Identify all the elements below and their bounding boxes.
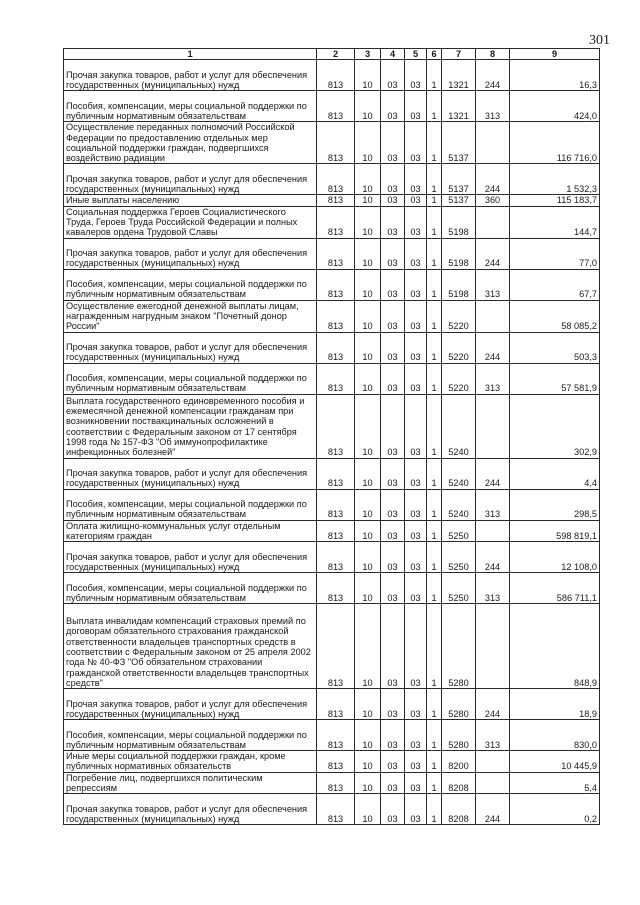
amount-cell: 116 716,0 xyxy=(510,122,600,164)
section-cell: 10 xyxy=(355,195,381,206)
table-row xyxy=(64,300,600,332)
item-name-cell: Прочая закупка товаров, работ и услуг для обеспечения государственных (муниципальных) нужд xyxy=(64,794,317,825)
expense-type-cell: 244 xyxy=(476,689,510,720)
program-cell: 03 xyxy=(405,195,427,206)
program-cell: 03 xyxy=(405,60,427,91)
admin-code-cell: 813 xyxy=(317,689,355,720)
item-name-cell: Пособия, компенсации, меры социальной поддержки по публичным нормативным обязательствам xyxy=(64,573,317,604)
expense-type-cell: 313 xyxy=(476,91,510,122)
target-article-cell: 8208 xyxy=(442,772,476,794)
target-article-cell: 5220 xyxy=(442,300,476,332)
subprogram-cell: 1 xyxy=(427,720,442,751)
expense-type-cell: 313 xyxy=(476,573,510,604)
table-body xyxy=(64,60,600,825)
subsection-cell: 03 xyxy=(381,573,405,604)
table-row xyxy=(64,238,600,269)
subprogram-cell: 1 xyxy=(427,60,442,91)
target-article-cell: 5280 xyxy=(442,720,476,751)
target-article-cell: 5240 xyxy=(442,458,476,489)
admin-code-cell: 813 xyxy=(317,604,355,689)
budget-table xyxy=(63,48,600,825)
program-cell: 03 xyxy=(405,363,427,394)
expense-type-cell xyxy=(476,604,510,689)
subprogram-cell: 1 xyxy=(427,206,442,238)
table-row xyxy=(64,363,600,394)
subprogram-cell: 1 xyxy=(427,604,442,689)
amount-cell: 848,9 xyxy=(510,604,600,689)
subprogram-cell: 1 xyxy=(427,573,442,604)
amount-cell: 503,3 xyxy=(510,332,600,363)
section-cell: 10 xyxy=(355,689,381,720)
expense-type-cell xyxy=(476,300,510,332)
amount-cell: 115 183,7 xyxy=(510,195,600,206)
item-name-cell: Погребение лиц, подвергшихся политическим репрессиям xyxy=(64,772,317,794)
table-row xyxy=(64,772,600,794)
subprogram-cell: 1 xyxy=(427,689,442,720)
item-name-cell: Прочая закупка товаров, работ и услуг для обеспечения государственных (муниципальных) нужд xyxy=(64,542,317,573)
subsection-cell: 03 xyxy=(381,520,405,542)
target-article-cell: 5220 xyxy=(442,363,476,394)
subsection-cell: 03 xyxy=(381,206,405,238)
amount-cell: 4,4 xyxy=(510,458,600,489)
expense-type-cell: 244 xyxy=(476,164,510,195)
subsection-cell: 03 xyxy=(381,363,405,394)
amount-cell: 77,0 xyxy=(510,238,600,269)
subsection-cell: 03 xyxy=(381,720,405,751)
admin-code-cell: 813 xyxy=(317,751,355,773)
expense-type-cell: 360 xyxy=(476,195,510,206)
subsection-cell: 03 xyxy=(381,772,405,794)
admin-code-cell: 813 xyxy=(317,720,355,751)
table-row xyxy=(64,91,600,122)
program-cell: 03 xyxy=(405,720,427,751)
admin-code-cell: 813 xyxy=(317,164,355,195)
subprogram-cell: 1 xyxy=(427,363,442,394)
program-cell: 03 xyxy=(405,573,427,604)
section-cell: 10 xyxy=(355,332,381,363)
table-row xyxy=(64,751,600,773)
section-cell: 10 xyxy=(355,394,381,458)
amount-cell: 0,2 xyxy=(510,794,600,825)
table-row xyxy=(64,489,600,520)
item-name-cell: Выплата инвалидам компенсаций страховых премий по договорам обязательного страхования гражданской ответственности владельцев транспортных средств в соответствии с Федеральным законом от 25 апреля 2002 года № 40-ФЗ "Об обязательном страховании гражданской ответственности владельцев транспортных средств" xyxy=(64,604,317,689)
section-cell: 10 xyxy=(355,269,381,300)
target-article-cell: 5280 xyxy=(442,689,476,720)
target-article-cell: 5280 xyxy=(442,604,476,689)
subprogram-cell: 1 xyxy=(427,300,442,332)
program-cell: 03 xyxy=(405,300,427,332)
item-name-cell: Осуществление ежегодной денежной выплаты лицам, награжденным нагрудным знаком "Почетный донор России" xyxy=(64,300,317,332)
target-article-cell: 5198 xyxy=(442,206,476,238)
amount-cell: 586 711,1 xyxy=(510,573,600,604)
item-name-cell: Прочая закупка товаров, работ и услуг для обеспечения государственных (муниципальных) нужд xyxy=(64,60,317,91)
program-cell: 03 xyxy=(405,164,427,195)
admin-code-cell: 813 xyxy=(317,394,355,458)
subprogram-cell: 1 xyxy=(427,794,442,825)
table-row xyxy=(64,458,600,489)
item-name-cell: Пособия, компенсации, меры социальной поддержки по публичным нормативным обязательствам xyxy=(64,363,317,394)
section-cell: 10 xyxy=(355,772,381,794)
expense-type-cell: 244 xyxy=(476,238,510,269)
column-header: 7 xyxy=(442,49,476,60)
admin-code-cell: 813 xyxy=(317,300,355,332)
item-name-cell: Прочая закупка товаров, работ и услуг для обеспечения государственных (муниципальных) нужд xyxy=(64,689,317,720)
subprogram-cell: 1 xyxy=(427,772,442,794)
subsection-cell: 03 xyxy=(381,269,405,300)
subsection-cell: 03 xyxy=(381,238,405,269)
target-article-cell: 5220 xyxy=(442,332,476,363)
item-name-cell: Иные меры социальной поддержки граждан, кроме публичных нормативных обязательств xyxy=(64,751,317,773)
program-cell: 03 xyxy=(405,751,427,773)
subsection-cell: 03 xyxy=(381,300,405,332)
program-cell: 03 xyxy=(405,689,427,720)
program-cell: 03 xyxy=(405,458,427,489)
section-cell: 10 xyxy=(355,458,381,489)
target-article-cell: 5250 xyxy=(442,542,476,573)
subsection-cell: 03 xyxy=(381,489,405,520)
program-cell: 03 xyxy=(405,332,427,363)
expense-type-cell: 244 xyxy=(476,542,510,573)
target-article-cell: 5137 xyxy=(442,164,476,195)
target-article-cell: 5137 xyxy=(442,195,476,206)
expense-type-cell: 244 xyxy=(476,60,510,91)
amount-cell: 57 581,9 xyxy=(510,363,600,394)
subsection-cell: 03 xyxy=(381,542,405,573)
item-name-cell: Прочая закупка товаров, работ и услуг для обеспечения государственных (муниципальных) нужд xyxy=(64,458,317,489)
subsection-cell: 03 xyxy=(381,604,405,689)
section-cell: 10 xyxy=(355,542,381,573)
expense-type-cell: 244 xyxy=(476,458,510,489)
column-header: 9 xyxy=(510,49,600,60)
admin-code-cell: 813 xyxy=(317,794,355,825)
target-article-cell: 8208 xyxy=(442,794,476,825)
subprogram-cell: 1 xyxy=(427,269,442,300)
admin-code-cell: 813 xyxy=(317,332,355,363)
section-cell: 10 xyxy=(355,720,381,751)
expense-type-cell: 244 xyxy=(476,332,510,363)
amount-cell: 5,4 xyxy=(510,772,600,794)
amount-cell: 1 532,3 xyxy=(510,164,600,195)
table-row xyxy=(64,122,600,164)
section-cell: 10 xyxy=(355,122,381,164)
program-cell: 03 xyxy=(405,604,427,689)
column-header: 8 xyxy=(476,49,510,60)
admin-code-cell: 813 xyxy=(317,458,355,489)
subsection-cell: 03 xyxy=(381,195,405,206)
section-cell: 10 xyxy=(355,238,381,269)
admin-code-cell: 813 xyxy=(317,363,355,394)
amount-cell: 302,9 xyxy=(510,394,600,458)
program-cell: 03 xyxy=(405,91,427,122)
target-article-cell: 8200 xyxy=(442,751,476,773)
subprogram-cell: 1 xyxy=(427,164,442,195)
amount-cell: 58 085,2 xyxy=(510,300,600,332)
subprogram-cell: 1 xyxy=(427,91,442,122)
subsection-cell: 03 xyxy=(381,794,405,825)
program-cell: 03 xyxy=(405,520,427,542)
admin-code-cell: 813 xyxy=(317,269,355,300)
column-header: 3 xyxy=(355,49,381,60)
amount-cell: 298,5 xyxy=(510,489,600,520)
subprogram-cell: 1 xyxy=(427,542,442,573)
amount-cell: 18,9 xyxy=(510,689,600,720)
amount-cell: 16,3 xyxy=(510,60,600,91)
table-row xyxy=(64,332,600,363)
item-name-cell: Прочая закупка товаров, работ и услуг для обеспечения государственных (муниципальных) нужд xyxy=(64,332,317,363)
expense-type-cell xyxy=(476,772,510,794)
expense-type-cell: 313 xyxy=(476,489,510,520)
expense-type-cell: 313 xyxy=(476,269,510,300)
item-name-cell: Осуществление переданных полномочий Российской Федерации по предоставлению отдельных мер социальной поддержки граждан, подвергшихся воздействию радиации xyxy=(64,122,317,164)
subprogram-cell: 1 xyxy=(427,195,442,206)
amount-cell: 67,7 xyxy=(510,269,600,300)
expense-type-cell xyxy=(476,206,510,238)
item-name-cell: Прочая закупка товаров, работ и услуг для обеспечения государственных (муниципальных) нужд xyxy=(64,238,317,269)
subprogram-cell: 1 xyxy=(427,332,442,363)
expense-type-cell: 313 xyxy=(476,720,510,751)
item-name-cell: Пособия, компенсации, меры социальной поддержки по публичным нормативным обязательствам xyxy=(64,720,317,751)
admin-code-cell: 813 xyxy=(317,206,355,238)
subprogram-cell: 1 xyxy=(427,489,442,520)
subsection-cell: 03 xyxy=(381,122,405,164)
target-article-cell: 5198 xyxy=(442,269,476,300)
item-name-cell: Иные выплаты населению xyxy=(64,195,317,206)
admin-code-cell: 813 xyxy=(317,60,355,91)
table-row xyxy=(64,542,600,573)
program-cell: 03 xyxy=(405,238,427,269)
admin-code-cell: 813 xyxy=(317,772,355,794)
table-header-row xyxy=(64,49,600,60)
column-header: 5 xyxy=(405,49,427,60)
admin-code-cell: 813 xyxy=(317,195,355,206)
section-cell: 10 xyxy=(355,363,381,394)
amount-cell: 830,0 xyxy=(510,720,600,751)
expense-type-cell xyxy=(476,520,510,542)
amount-cell: 12 108,0 xyxy=(510,542,600,573)
subprogram-cell: 1 xyxy=(427,751,442,773)
program-cell: 03 xyxy=(405,394,427,458)
section-cell: 10 xyxy=(355,520,381,542)
section-cell: 10 xyxy=(355,206,381,238)
item-name-cell: Выплата государственного единовременного пособия и ежемесячной денежной компенсации гражданам при возникновении поствакцинальных осложнений в соответствии с Федеральным законом от 17 сентября 1998 года № 157-ФЗ "Об иммунопрофилактике инфекционных болезней" xyxy=(64,394,317,458)
subprogram-cell: 1 xyxy=(427,122,442,164)
section-cell: 10 xyxy=(355,60,381,91)
admin-code-cell: 813 xyxy=(317,122,355,164)
subsection-cell: 03 xyxy=(381,458,405,489)
item-name-cell: Социальная поддержка Героев Социалистического Труда, Героев Труда Российской Федерации и полных кавалеров ордена Трудовой Славы xyxy=(64,206,317,238)
item-name-cell: Пособия, компенсации, меры социальной поддержки по публичным нормативным обязательствам xyxy=(64,489,317,520)
program-cell: 03 xyxy=(405,206,427,238)
table-row xyxy=(64,520,600,542)
subsection-cell: 03 xyxy=(381,394,405,458)
section-cell: 10 xyxy=(355,91,381,122)
item-name-cell: Пособия, компенсации, меры социальной поддержки по публичным нормативным обязательствам xyxy=(64,269,317,300)
subsection-cell: 03 xyxy=(381,164,405,195)
table-row xyxy=(64,269,600,300)
section-cell: 10 xyxy=(355,794,381,825)
program-cell: 03 xyxy=(405,122,427,164)
table-row xyxy=(64,60,600,91)
subsection-cell: 03 xyxy=(381,60,405,91)
table-row xyxy=(64,794,600,825)
table-row xyxy=(64,604,600,689)
expense-type-cell: 313 xyxy=(476,363,510,394)
amount-cell: 10 445,9 xyxy=(510,751,600,773)
expense-type-cell: 244 xyxy=(476,794,510,825)
expense-type-cell xyxy=(476,394,510,458)
section-cell: 10 xyxy=(355,489,381,520)
admin-code-cell: 813 xyxy=(317,489,355,520)
program-cell: 03 xyxy=(405,269,427,300)
table-row xyxy=(64,720,600,751)
admin-code-cell: 813 xyxy=(317,542,355,573)
item-name-cell: Пособия, компенсации, меры социальной поддержки по публичным нормативным обязательствам xyxy=(64,91,317,122)
program-cell: 03 xyxy=(405,489,427,520)
item-name-cell: Оплата жилищно-коммунальных услуг отдельным категориям граждан xyxy=(64,520,317,542)
subprogram-cell: 1 xyxy=(427,520,442,542)
target-article-cell: 1321 xyxy=(442,60,476,91)
table-row xyxy=(64,573,600,604)
subsection-cell: 03 xyxy=(381,751,405,773)
subprogram-cell: 1 xyxy=(427,458,442,489)
subsection-cell: 03 xyxy=(381,332,405,363)
column-header: 6 xyxy=(427,49,442,60)
target-article-cell: 5240 xyxy=(442,394,476,458)
expense-type-cell xyxy=(476,122,510,164)
subprogram-cell: 1 xyxy=(427,394,442,458)
table-row xyxy=(64,206,600,238)
amount-cell: 598 819,1 xyxy=(510,520,600,542)
amount-cell: 424,0 xyxy=(510,91,600,122)
admin-code-cell: 813 xyxy=(317,238,355,269)
item-name-cell: Прочая закупка товаров, работ и услуг для обеспечения государственных (муниципальных) нужд xyxy=(64,164,317,195)
subsection-cell: 03 xyxy=(381,91,405,122)
table-row xyxy=(64,195,600,206)
expense-type-cell xyxy=(476,751,510,773)
page-number: 301 xyxy=(589,33,610,48)
column-header: 1 xyxy=(64,49,317,60)
program-cell: 03 xyxy=(405,794,427,825)
column-header: 2 xyxy=(317,49,355,60)
target-article-cell: 5250 xyxy=(442,573,476,604)
target-article-cell: 1321 xyxy=(442,91,476,122)
column-header: 4 xyxy=(381,49,405,60)
admin-code-cell: 813 xyxy=(317,520,355,542)
section-cell: 10 xyxy=(355,573,381,604)
target-article-cell: 5198 xyxy=(442,238,476,269)
table-row xyxy=(64,689,600,720)
program-cell: 03 xyxy=(405,542,427,573)
section-cell: 10 xyxy=(355,300,381,332)
program-cell: 03 xyxy=(405,772,427,794)
admin-code-cell: 813 xyxy=(317,91,355,122)
section-cell: 10 xyxy=(355,604,381,689)
admin-code-cell: 813 xyxy=(317,573,355,604)
section-cell: 10 xyxy=(355,164,381,195)
table-row xyxy=(64,394,600,458)
target-article-cell: 5137 xyxy=(442,122,476,164)
subsection-cell: 03 xyxy=(381,689,405,720)
section-cell: 10 xyxy=(355,751,381,773)
subprogram-cell: 1 xyxy=(427,238,442,269)
table-row xyxy=(64,164,600,195)
amount-cell: 144,7 xyxy=(510,206,600,238)
target-article-cell: 5250 xyxy=(442,520,476,542)
target-article-cell: 5240 xyxy=(442,489,476,520)
